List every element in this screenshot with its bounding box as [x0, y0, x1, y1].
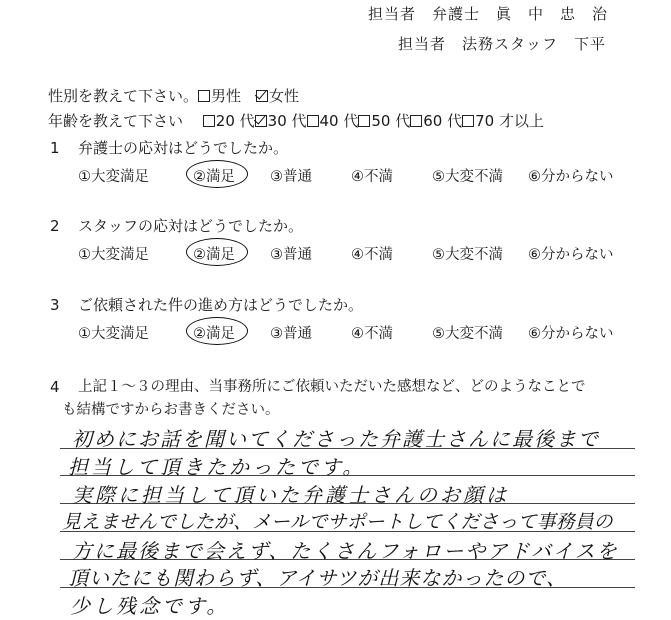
- question-3-number: 3: [50, 296, 60, 314]
- answer-line-2: 担当して頂きたかったです。: [68, 455, 366, 479]
- q1-option-1[interactable]: ①大変満足: [78, 169, 149, 185]
- age-prompt: 年齢を教えて下さい: [48, 112, 184, 130]
- q2-option-3[interactable]: ③普通: [270, 247, 312, 263]
- q1-option-4[interactable]: ④不満: [351, 169, 393, 185]
- q2-option-6[interactable]: ⑥分からない: [528, 247, 614, 263]
- q2-option-5[interactable]: ⑤大変不満: [432, 247, 503, 263]
- answer-line-6: 頂いたにも関わらず、アイサツが出来なかったので、: [68, 566, 567, 590]
- q2-option-4[interactable]: ④不満: [351, 247, 393, 263]
- age-50-checkbox[interactable]: [358, 115, 370, 127]
- question-4-number: 4: [50, 378, 60, 396]
- q3-option-3[interactable]: ③普通: [270, 326, 312, 342]
- age-50-label: 50 代: [371, 112, 411, 130]
- q2-option-1[interactable]: ①大変満足: [78, 247, 149, 263]
- age-40-checkbox[interactable]: [307, 115, 319, 127]
- q1-selection-circle: [186, 160, 248, 188]
- age-20-label: 20 代: [215, 112, 255, 130]
- gender-male-checkbox[interactable]: [198, 90, 210, 102]
- gender-female-checkbox[interactable]: [256, 90, 268, 102]
- answer-line-3: 実際に担当して頂いた弁護士さんのお顔は: [72, 483, 509, 507]
- age-row: [48, 112, 544, 130]
- q3-option-1[interactable]: ①大変満足: [78, 326, 149, 342]
- q3-option-4[interactable]: ④不満: [351, 326, 393, 342]
- q2-option-2[interactable]: ②満足: [193, 247, 235, 263]
- q3-option-2[interactable]: ②満足: [193, 326, 235, 342]
- question-4-text-line2: も結構ですからお書きください。: [62, 402, 280, 418]
- answer-line-1: 初めにお話を聞いてくださった弁護士さんに最後まで: [72, 427, 600, 451]
- gender-row: [48, 87, 299, 105]
- age-20-checkbox[interactable]: [203, 115, 215, 127]
- answer-line-4: 見えませんでしたが、メールでサポートしてくださって事務員の: [62, 511, 613, 533]
- gender-male-label: 男性: [211, 87, 242, 105]
- q2-selection-circle: [186, 238, 248, 266]
- q1-option-5[interactable]: ⑤大変不満: [432, 169, 503, 185]
- gender-prompt: 性別を教えて下さい。: [48, 87, 199, 105]
- question-1-number: 1: [50, 139, 60, 157]
- question-2-text: スタッフの応対はどうでしたか。: [78, 217, 304, 235]
- q3-option-5[interactable]: ⑤大変不満: [432, 326, 503, 342]
- q1-option-6[interactable]: ⑥分からない: [528, 169, 614, 185]
- question-4-text-line1: 上記１～３の理由、当事務所にご依頼いただいた感想など、どのようなことで: [78, 379, 586, 395]
- header-attorney: 担当者 弁護士 眞 中 忠 治: [368, 5, 609, 23]
- answer-line-7: 少し残念です。: [70, 594, 230, 618]
- age-30-checkbox[interactable]: [255, 115, 267, 127]
- question-2-number: 2: [50, 217, 60, 235]
- header-staff: 担当者 法務スタッフ 下平: [398, 35, 607, 53]
- age-60-checkbox[interactable]: [410, 115, 422, 127]
- q1-option-3[interactable]: ③普通: [270, 169, 312, 185]
- age-40-label: 40 代: [319, 112, 359, 130]
- age-60-label: 60 代: [423, 112, 463, 130]
- question-1-text: 弁護士の応対はどうでしたか。: [78, 139, 289, 157]
- age-30-label: 30 代: [267, 112, 307, 130]
- q3-option-6[interactable]: ⑥分からない: [528, 326, 614, 342]
- gender-female-label: 女性: [269, 87, 300, 105]
- q3-selection-circle: [186, 317, 248, 345]
- q1-option-2[interactable]: ②満足: [193, 169, 235, 185]
- age-70-checkbox[interactable]: [462, 115, 474, 127]
- answer-line-5: 方に最後まで会えず、たくさんフォローやアドバイスを: [72, 539, 619, 563]
- question-3-text: ご依頼された件の進め方はどうでしたか。: [78, 296, 364, 314]
- age-70-label: 70 才以上: [475, 112, 544, 130]
